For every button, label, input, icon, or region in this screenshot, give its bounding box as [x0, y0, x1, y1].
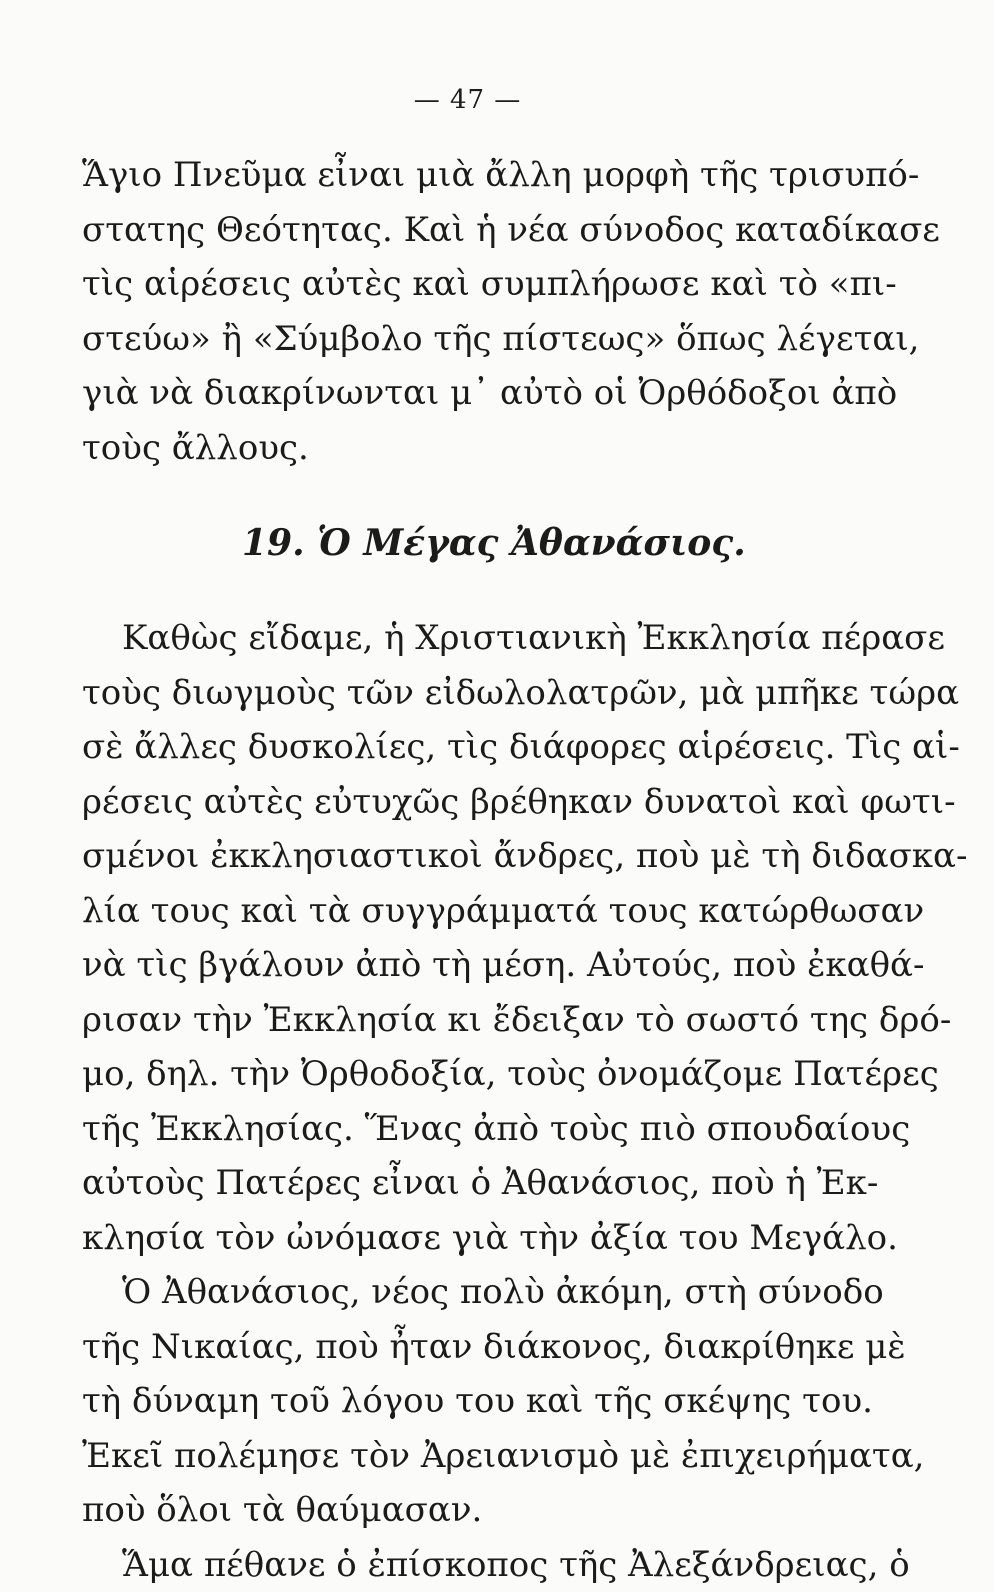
text-line: Ἅγιο Πνεῦμα εἶναι μιὰ ἄλλη μορφὴ τῆς τρισυπό-	[82, 148, 862, 203]
text-line: τοὺς διωγμοὺς τῶν εἰδωλολατρῶν, μὰ μπῆκε τώρα	[82, 666, 862, 721]
paragraph	[82, 611, 862, 1265]
text-line: Ἅμα πέθανε ὁ ἐπίσκοπος τῆς Ἀλεξάνδρειας, ὁ	[82, 1538, 862, 1592]
body-text	[82, 148, 862, 1592]
text-line: τῆς Νικαίας, ποὺ ἦταν διάκονος, διακρίθηκε μὲ	[82, 1320, 862, 1375]
text-line: Ἐκεῖ πολέμησε τὸν Ἀρειανισμὸ μὲ ἐπιχειρήματα,	[82, 1429, 862, 1484]
section-heading: 19. Ὁ Μέγας Ἀθανάσιος.	[82, 475, 862, 611]
paragraph	[82, 1265, 862, 1538]
text-line: σὲ ἄλλες δυσκολίες, τὶς διάφορες αἱρέσεις. Τὶς αἱ-	[82, 720, 862, 775]
text-line: τὴ δύναμη τοῦ λόγου του καὶ τῆς σκέψης του.	[82, 1374, 862, 1429]
text-line: στατης Θεότητας. Καὶ ἡ νέα σύνοδος καταδίκασε	[82, 203, 862, 258]
text-line: σμένοι ἐκκλησιαστικοὶ ἄνδρες, ποὺ μὲ τὴ διδασκα-	[82, 829, 862, 884]
text-line: τὶς αἱρέσεις αὐτὲς καὶ συμπλήρωσε καὶ τὸ «πι-	[82, 257, 862, 312]
text-line: ρισαν τὴν Ἐκκλησία κι ἔδειξαν τὸ σωστό της δρό-	[82, 993, 862, 1048]
text-line: μο, δηλ. τὴν Ὀρθοδοξία, τοὺς ὀνομάζομε Πατέρες	[82, 1047, 862, 1102]
text-line: τῆς Ἐκκλησίας. Ἕνας ἀπὸ τοὺς πιὸ σπουδαίους	[82, 1102, 862, 1157]
text-line: κλησία τὸν ὠνόμασε γιὰ τὴν ἀξία του Μεγάλο.	[82, 1211, 862, 1266]
text-line: στεύω» ἢ «Σύμβολο τῆς πίστεως» ὅπως λέγεται,	[82, 312, 862, 367]
text-line: λία τους καὶ τὰ συγγράμματά τους κατώρθωσαν	[82, 884, 862, 939]
text-line: τοὺς ἄλλους.	[82, 421, 862, 476]
text-line: ρέσεις αὐτὲς εὐτυχῶς βρέθηκαν δυνατοὶ καὶ φωτι-	[82, 775, 862, 830]
text-line: νὰ τὶς βγάλουν ἀπὸ τὴ μέση. Αὐτούς, ποὺ ἐκαθά-	[82, 938, 862, 993]
text-line: ποὺ ὅλοι τὰ θαύμασαν.	[82, 1483, 862, 1538]
text-line: αὐτοὺς Πατέρες εἶναι ὁ Ἀθανάσιος, ποὺ ἡ Ἐκ-	[82, 1156, 862, 1211]
paragraph	[82, 1538, 862, 1592]
text-line: γιὰ νὰ διακρίνωνται μ᾽ αὐτὸ οἱ Ὀρθόδοξοι ἀπὸ	[82, 366, 862, 421]
paragraph	[82, 148, 862, 475]
page-number: — 47 —	[0, 85, 935, 115]
text-line: Ὁ Ἀθανάσιος, νέος πολὺ ἀκόμη, στὴ σύνοδο	[82, 1265, 862, 1320]
text-line: Καθὼς εἴδαμε, ἡ Χριστιανικὴ Ἐκκλησία πέρασε	[82, 611, 862, 666]
